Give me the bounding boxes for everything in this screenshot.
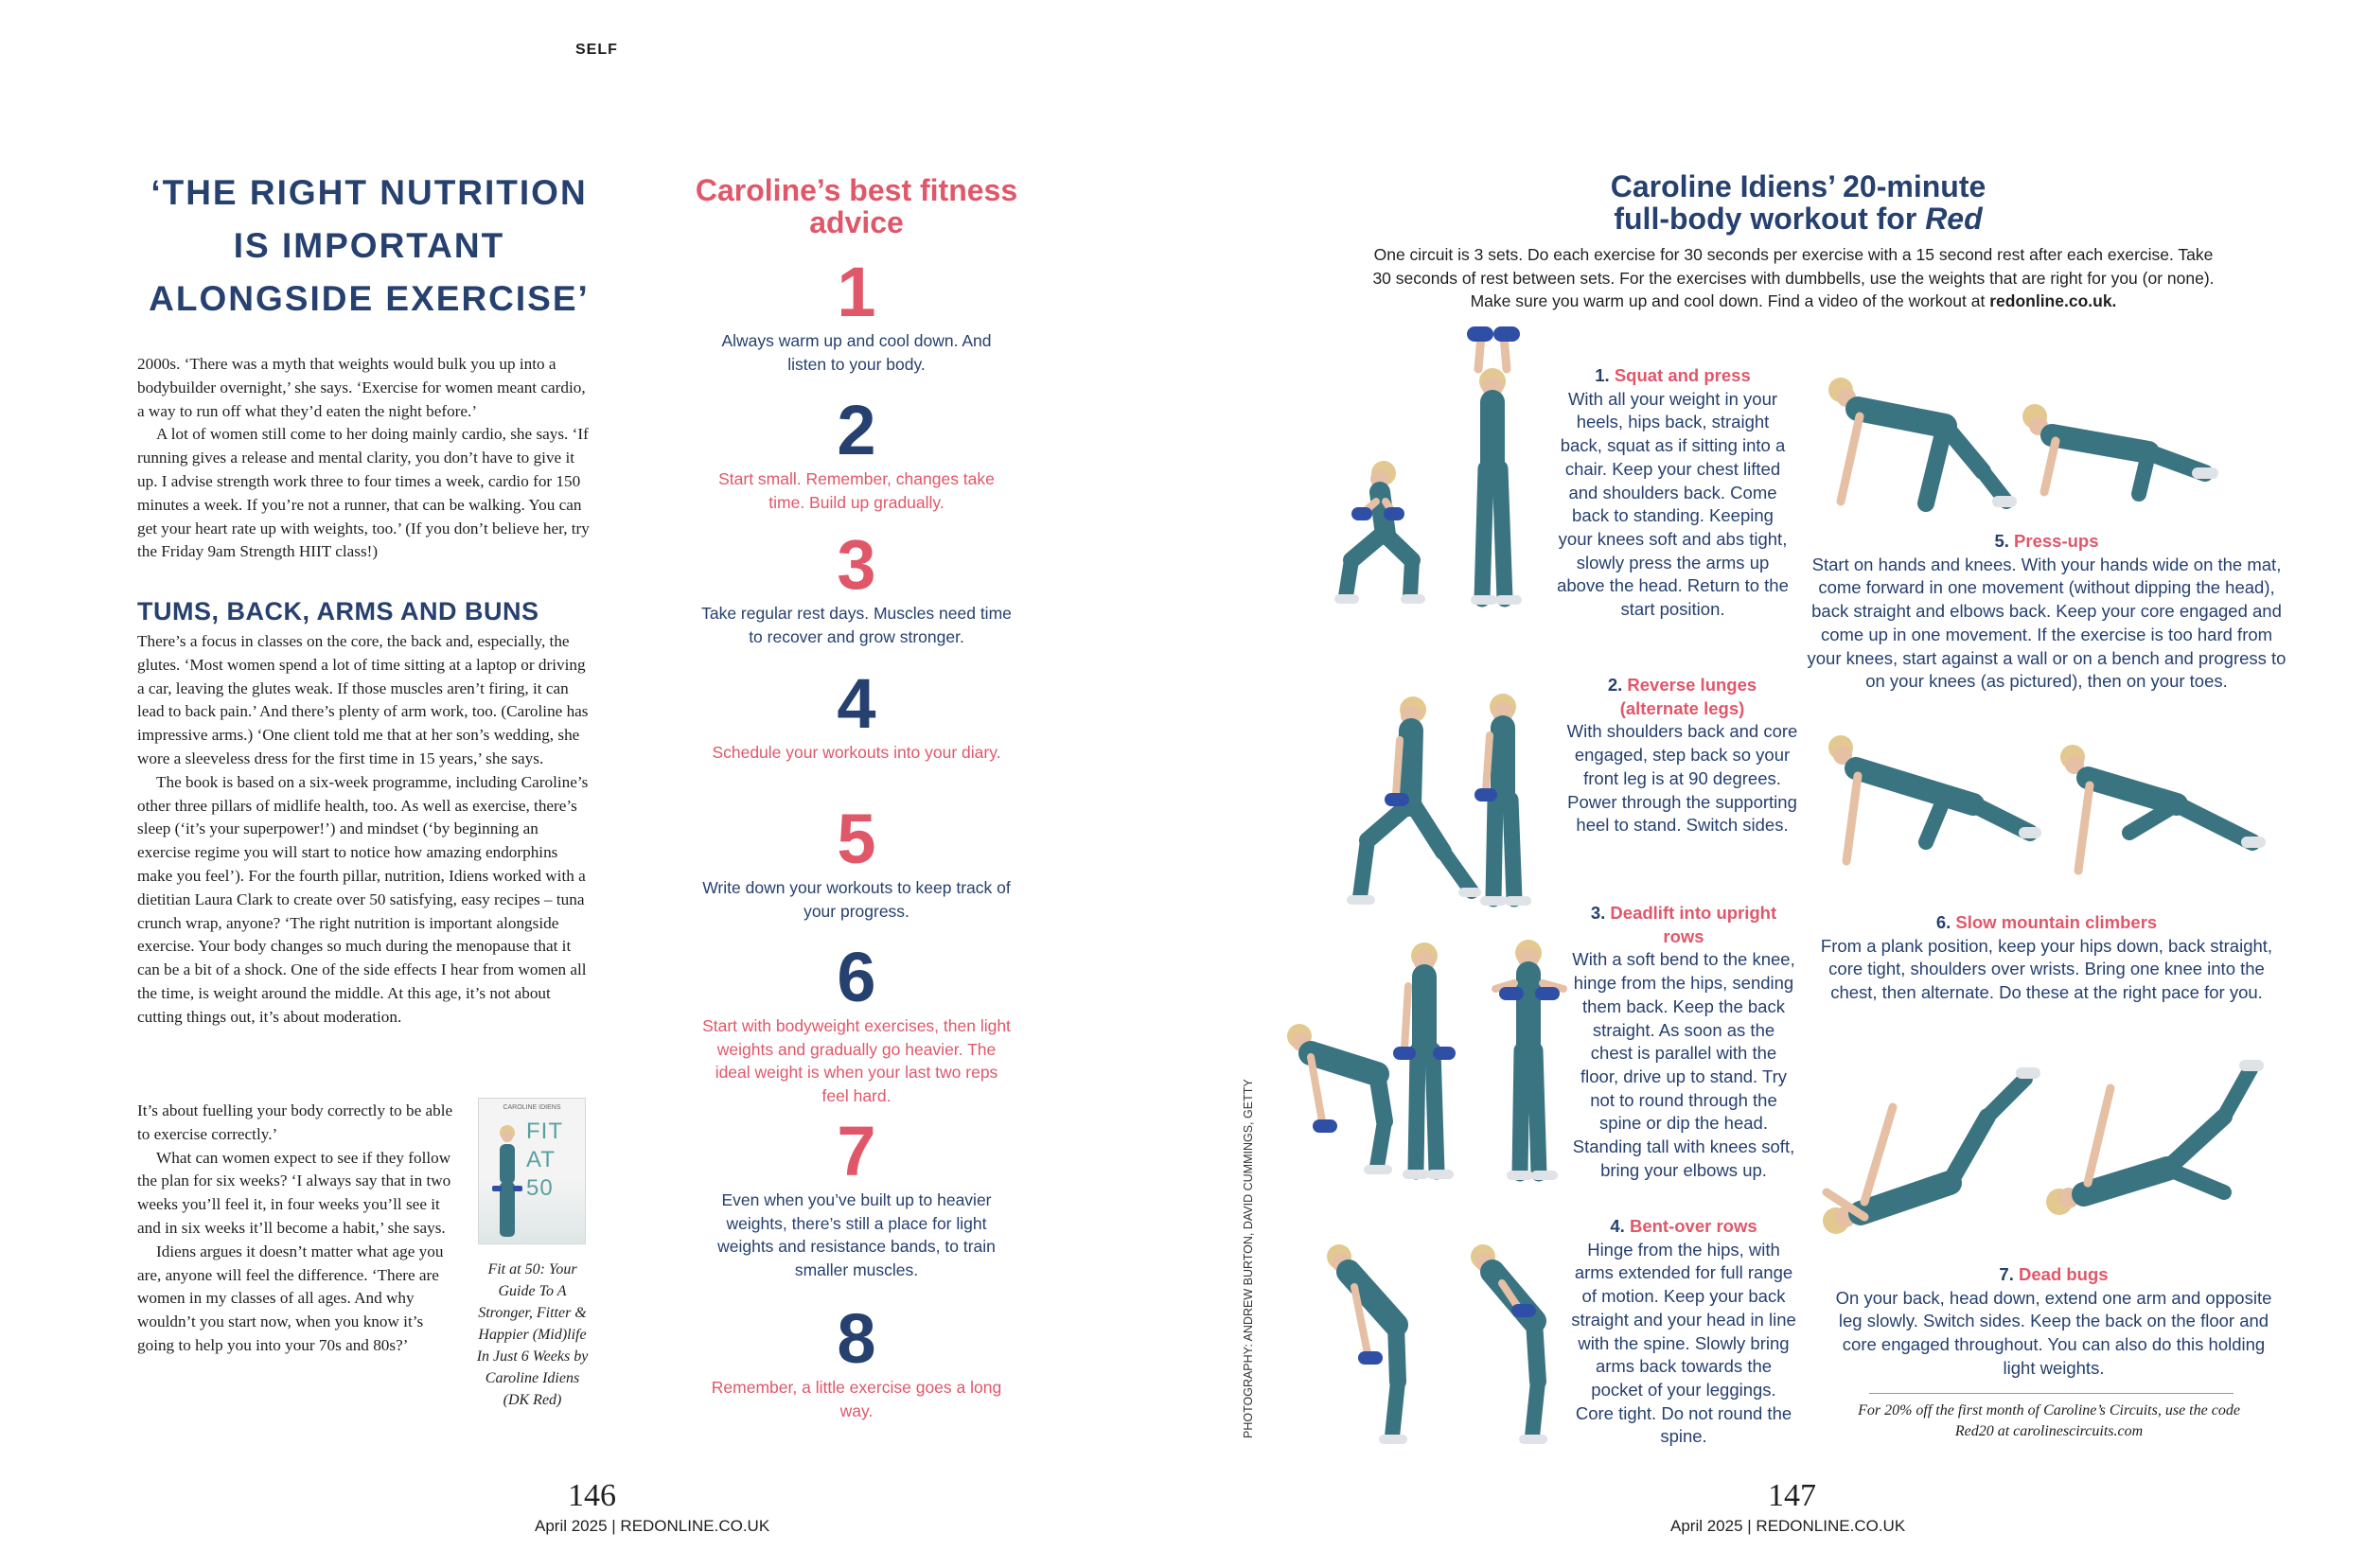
exercise-7 bbox=[1831, 1263, 2276, 1381]
book-cover-author: CAROLINE IDIENS bbox=[503, 1104, 561, 1111]
tip-4 bbox=[700, 664, 1013, 765]
exercise-instructions: With shoulders back and core engaged, step back so your front leg is at 90 degrees. Power through the supporting heel to stand. Switch sides. bbox=[1566, 721, 1798, 836]
tip-text: Even when you’ve built up to heavier weights, there’s still a place for light weights and resistance bands, to train smaller muscles. bbox=[717, 1190, 996, 1279]
exercise-name: Bent-over rows bbox=[1629, 1216, 1757, 1236]
exercise-name: Reverse lunges (alternate legs) bbox=[1619, 675, 1757, 718]
squat-photo bbox=[1325, 454, 1429, 606]
photo-credit: PHOTOGRAPHY: ANDREW BURTON, DAVID CUMMINGS, GETTY bbox=[1242, 1079, 1255, 1438]
book-cover-figure bbox=[486, 1119, 524, 1238]
tip-text: Schedule your workouts into your diary. bbox=[712, 743, 1001, 762]
tip-7 bbox=[700, 1112, 1013, 1281]
tip-number: 3 bbox=[837, 525, 876, 604]
intro-link[interactable]: redonline.co.uk. bbox=[1989, 291, 2117, 310]
tip-number: 1 bbox=[837, 253, 876, 331]
exercise-5 bbox=[1803, 530, 2290, 694]
upright-row-photo bbox=[1476, 923, 1580, 1188]
tip-number: 5 bbox=[837, 800, 876, 878]
folio-page-number: 146 bbox=[568, 1478, 616, 1513]
exercise-name: Deadlift into upright rows bbox=[1610, 903, 1777, 946]
tip-number: 2 bbox=[837, 391, 876, 469]
tip-2 bbox=[700, 391, 1013, 514]
exercise-heading bbox=[1566, 674, 1798, 720]
exercise-instructions: Start on hands and knees. With your hands wide on the mat, come forward in one movement (without dipping the head), back straight and elbows back. Keep your core engaged and come up in one movement. If the exercise is too hard from your knees, start against a wall or on a bench and progress to on your knees (as pictured), then on your toes. bbox=[1807, 554, 2287, 692]
lunge-photo-b bbox=[1467, 677, 1543, 908]
tips-title: Caroline’s best fitness advice bbox=[695, 173, 1018, 239]
exercise-name: Squat and press bbox=[1614, 365, 1751, 385]
tip-text: Take regular rest days. Muscles need time to recover and grow stronger. bbox=[701, 604, 1012, 646]
book-cover-image bbox=[478, 1098, 586, 1244]
article-paragraph: The book is based on a six-week programme, including Caroline’s other three pillars of midlife health, too. As well as exercise, there’s sleep (‘it’s your superpower!’) and mindset (‘by beginning an exercise regime you will start to notice how amazing endorphins make you feel’). For the fourth pillar, nutrition, Idiens worked with a dietitian Laura Clark to create over 50 satisfying, easy recipes – tuna crunch wrap, anyone? ‘The right nutrition is important alongside exercise. Your body changes so much during the menopause that it can be a bit of a shock. One of the side effects I hear from women all the time, is weight around the middle. At this age, it’s not about cutting things out, it’s about moderation. bbox=[137, 772, 589, 1026]
tip-text: Always warm up and cool down. And listen to your body. bbox=[721, 331, 992, 374]
folio-footer: April 2025 | REDONLINE.CO.UK bbox=[535, 1517, 770, 1535]
bent-row-photo-a bbox=[1301, 1230, 1443, 1448]
exercise-heading bbox=[1557, 364, 1789, 388]
article-paragraph: It’s about fuelling your body correctly to be able to exercise correctly.’ bbox=[137, 1101, 453, 1143]
folio-page-number: 147 bbox=[1768, 1478, 1816, 1513]
exercise-heading bbox=[1808, 911, 2286, 935]
exercise-instructions: With all your weight in your heels, hips back, straight back, squat as if sitting into a chair. Keep your chest lifted and shoulders back. Come back to standing. Keeping your knees soft and abs tight, slowly press the arms up above the head. Return to the start position. bbox=[1557, 388, 1789, 620]
book-title-line: FIT bbox=[526, 1119, 563, 1144]
article-column-c bbox=[137, 1100, 464, 1358]
tip-number: 4 bbox=[837, 664, 876, 743]
tip-text: Start small. Remember, changes take time. Build up gradually. bbox=[718, 469, 995, 512]
book-caption: Fit at 50: Your Guide To A Stronger, Fitter & Happier (Mid)life In Just 6 Weeks by Caroline Idiens (DK Red) bbox=[476, 1261, 589, 1408]
dead-bug-photo-a bbox=[1808, 1050, 2054, 1249]
folio-footer: April 2025 | REDONLINE.CO.UK bbox=[1670, 1517, 1906, 1535]
exercise-2 bbox=[1566, 674, 1798, 837]
climber-photo-a bbox=[1803, 719, 2039, 880]
promo-text: For 20% off the first month of Caroline’s Circuits, use the code Red20 at carolinescircuits.com bbox=[1858, 1402, 2240, 1439]
press-up-photo-a bbox=[1803, 360, 2021, 520]
book-title-line: 50 bbox=[526, 1175, 554, 1201]
book-title-line: AT bbox=[526, 1147, 556, 1172]
workout-title-line: Caroline Idiens’ 20-minute bbox=[1610, 169, 1986, 203]
exercise-name: Slow mountain climbers bbox=[1955, 912, 2158, 932]
tip-3 bbox=[700, 525, 1013, 648]
exercise-heading bbox=[1831, 1263, 2276, 1287]
exercise-instructions: With a soft bend to the knee, hinge from the hips, sending them back. Keep the back straight. As soon as the chest is parallel with the floor, drive up to stand. Try not to round through the spine or dip the head. Standing tall with knees soft, bring your elbows up. bbox=[1572, 949, 1795, 1180]
tip-8 bbox=[700, 1299, 1013, 1422]
workout-title-line bbox=[1448, 203, 2148, 235]
exercise-instructions: On your back, head down, extend one arm and opposite leg slowly. Switch sides. Keep the back on the floor and core engaged throughout. You can also do this holding light weights. bbox=[1835, 1287, 2272, 1378]
exercise-number: 4. bbox=[1610, 1216, 1625, 1236]
article-column-b bbox=[137, 630, 593, 1030]
tip-text: Write down your workouts to keep track of your progress. bbox=[702, 878, 1011, 921]
book-cover-title bbox=[526, 1118, 563, 1203]
section-label: SELF bbox=[575, 42, 618, 58]
exercise-number: 5. bbox=[1994, 531, 2009, 551]
climber-photo-b bbox=[2035, 729, 2271, 890]
workout-title bbox=[1448, 170, 2148, 235]
lunge-photo-a bbox=[1339, 681, 1481, 908]
exercise-instructions: From a plank position, keep your hips down, back straight, core tight, shoulders over wrists. Bring one knee into the chest, then alternate. Do these at the right pace for you. bbox=[1820, 935, 2273, 1003]
exercise-1 bbox=[1557, 364, 1789, 622]
dead-bug-photo-b bbox=[2035, 1050, 2262, 1230]
deadlift-photo-b bbox=[1382, 927, 1467, 1183]
exercise-4 bbox=[1571, 1215, 1796, 1449]
tip-number: 8 bbox=[837, 1299, 876, 1378]
exercise-number: 3. bbox=[1590, 903, 1606, 923]
exercise-3 bbox=[1571, 902, 1796, 1182]
press-up-photo-b bbox=[2006, 369, 2224, 511]
bent-row-photo-b bbox=[1434, 1230, 1576, 1448]
article-paragraph: A lot of women still come to her doing mainly cardio, she says. ‘If running gives a release and mental clarity, you don’t have to give it up. I advise strength work three to four times a week, cardio for 150 minutes a week. If you’re not a runner, that can be walking. You can get your heart rate up with weights, too.’ (If you don’t believe her, try the Friday 9am Strength HIIT class!) bbox=[137, 425, 590, 561]
exercise-number: 7. bbox=[1999, 1264, 2014, 1284]
exercise-name: Press-ups bbox=[2014, 531, 2099, 551]
intro-text: One circuit is 3 sets. Do each exercise for 30 seconds per exercise with a 15 second rest after each exercise. Take 30 seconds of rest between sets. For the exercises with dumbbells, use the weights that are right for you (or none). Make sure you warm up and cool down. Find a video of the workout at bbox=[1372, 245, 2215, 310]
exercise-number: 6. bbox=[1935, 912, 1951, 932]
tip-text: Start with bodyweight exercises, then light weights and gradually go heavier. The ideal weight is when your last two reps feel hard. bbox=[702, 1016, 1011, 1105]
exercise-name: Dead bugs bbox=[2019, 1264, 2109, 1284]
tip-5 bbox=[700, 800, 1013, 923]
tip-text: Remember, a little exercise goes a long way. bbox=[711, 1378, 1002, 1420]
tip-1 bbox=[700, 253, 1013, 376]
article-column-a bbox=[137, 353, 593, 564]
exercise-heading bbox=[1571, 902, 1796, 948]
exercise-instructions: Hinge from the hips, with arms extended for full range of motion. Keep your back straight and your head in line with the spine. Slowly bring arms back towards the pocket of your leggings. Core tight. Do not round the spine. bbox=[1571, 1239, 1796, 1447]
tip-6 bbox=[700, 938, 1013, 1107]
tip-number: 7 bbox=[837, 1112, 876, 1190]
workout-title-italic: Red bbox=[1925, 202, 1983, 236]
exercise-6 bbox=[1808, 911, 2286, 1005]
workout-intro bbox=[1363, 243, 2224, 313]
exercise-heading bbox=[1571, 1215, 1796, 1239]
promo-divider bbox=[1869, 1393, 2234, 1394]
article-subhead: TUMS, BACK, ARMS AND BUNS bbox=[137, 597, 539, 625]
pull-quote: ‘THE RIGHT NUTRITION IS IMPORTANT ALONGSIDE EXERCISE’ bbox=[149, 173, 590, 318]
workout-title-text: full-body workout for bbox=[1614, 202, 1926, 236]
exercise-number: 2. bbox=[1607, 675, 1623, 695]
article-paragraph: There’s a focus in classes on the core, the back and, especially, the glutes. ‘Most women spend a lot of time sitting at a laptop or driving a car, leaving the glutes weak. If those muscles aren’t firing, it can lead to back pain.’ And there’s plenty of arm work, too. (Caroline has impressive arms.) ‘One client told me that at her son’s wedding, she wore a sleeveless dress for the first time in 15 years,’ she says. bbox=[137, 632, 589, 767]
press-photo bbox=[1448, 326, 1538, 610]
exercise-heading bbox=[1803, 530, 2290, 554]
article-paragraph: Idiens argues it doesn’t matter what age you are, anyone will feel the difference. ‘There are women in my classes of all ages. And why wouldn’t you start now, when you know it’s going to help you into your 70s and 80s?’ bbox=[137, 1242, 444, 1354]
exercise-number: 1. bbox=[1595, 365, 1610, 385]
tip-number: 6 bbox=[837, 938, 876, 1016]
article-paragraph: What can women expect to see if they follow the plan for six weeks? ‘I always say that in two weeks you’ll feel it, in four weeks you’ll see it and in six weeks it’ll become a habit,’ she says. bbox=[137, 1148, 451, 1237]
article-paragraph: 2000s. ‘There was a myth that weights would bulk you up into a bodybuilder overnight,’ she says. ‘Exercise for women meant cardio, a way to run off what they’d eaten the night before.’ bbox=[137, 355, 586, 420]
